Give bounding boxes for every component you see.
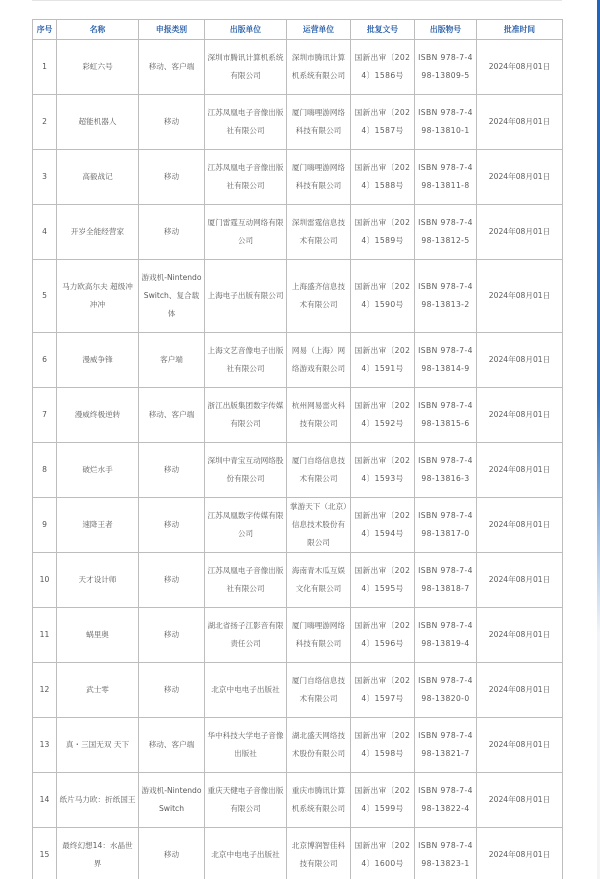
- cell-operator: 杭州网易雷火科技有限公司: [287, 388, 351, 443]
- cell-no: 14: [33, 773, 57, 828]
- cell-operator: 掌游天下（北京）信息技术股份有限公司: [287, 498, 351, 553]
- cell-date: 2024年08月01日: [477, 333, 563, 388]
- cell-name: 彩虹六号: [57, 40, 139, 95]
- cell-operator: 网易（上海）网络游戏有限公司: [287, 333, 351, 388]
- cell-name: 破烂水手: [57, 443, 139, 498]
- cell-isbn: ISBN 978-7-498-13811-8: [415, 150, 477, 205]
- cell-date: 2024年08月01日: [477, 608, 563, 663]
- cell-operator: 厦门嗨哩游网络科技有限公司: [287, 95, 351, 150]
- cell-no: 2: [33, 95, 57, 150]
- game-approval-table: [32, 19, 563, 879]
- table-row: [33, 443, 563, 498]
- cell-approval-no: 国新出审〔2024〕1596号: [351, 608, 415, 663]
- cell-isbn: ISBN 978-7-498-13817-0: [415, 498, 477, 553]
- cell-name: 开岁全能经营家: [57, 205, 139, 260]
- cell-isbn: ISBN 978-7-498-13822-4: [415, 773, 477, 828]
- cell-publisher: 江苏凤凰数字传媒有限公司: [205, 498, 287, 553]
- cell-publisher: 江苏凤凰电子音像出版社有限公司: [205, 95, 287, 150]
- cell-operator: 海南青木瓜互娱文化有限公司: [287, 553, 351, 608]
- cell-no: 3: [33, 150, 57, 205]
- cell-no: 1: [33, 40, 57, 95]
- cell-approval-no: 国新出审〔2024〕1600号: [351, 828, 415, 879]
- cell-name: 蜗里奥: [57, 608, 139, 663]
- header-isbn: 出版物号: [415, 20, 477, 40]
- cell-category: 移动: [139, 205, 205, 260]
- cell-no: 8: [33, 443, 57, 498]
- cell-approval-no: 国新出审〔2024〕1593号: [351, 443, 415, 498]
- cell-isbn: ISBN 978-7-498-13813-2: [415, 260, 477, 333]
- cell-approval-no: 国新出审〔2024〕1595号: [351, 553, 415, 608]
- table-row: [33, 663, 563, 718]
- cell-category: 移动: [139, 95, 205, 150]
- cell-date: 2024年08月01日: [477, 260, 563, 333]
- cell-operator: 北京博润智佳科技有限公司: [287, 828, 351, 879]
- cell-date: 2024年08月01日: [477, 95, 563, 150]
- cell-isbn: ISBN 978-7-498-13816-3: [415, 443, 477, 498]
- cell-category: 移动: [139, 498, 205, 553]
- cell-category: 移动: [139, 663, 205, 718]
- cell-category: 游戏机-Nintendo Switch、复合载体: [139, 260, 205, 333]
- cell-category: 移动、客户端: [139, 718, 205, 773]
- cell-date: 2024年08月01日: [477, 150, 563, 205]
- table-row: [33, 718, 563, 773]
- cell-operator: 厦门自络信息技术有限公司: [287, 443, 351, 498]
- cell-name: 纸片马力欧：折纸国王: [57, 773, 139, 828]
- cell-name: 天才设计师: [57, 553, 139, 608]
- cell-isbn: ISBN 978-7-498-13810-1: [415, 95, 477, 150]
- right-gutter: [563, 0, 597, 879]
- cell-category: 游戏机-Nintendo Switch: [139, 773, 205, 828]
- table-row: [33, 150, 563, 205]
- table-row: [33, 388, 563, 443]
- cell-no: 15: [33, 828, 57, 879]
- cell-date: 2024年08月01日: [477, 718, 563, 773]
- cell-operator: 深圳雷霆信息技术有限公司: [287, 205, 351, 260]
- cell-publisher: 浙江出版集团数字传媒有限公司: [205, 388, 287, 443]
- cell-name: 漫威终极逆转: [57, 388, 139, 443]
- cell-approval-no: 国新出审〔2024〕1594号: [351, 498, 415, 553]
- cell-operator: 厦门自络信息技术有限公司: [287, 663, 351, 718]
- cell-category: 移动: [139, 553, 205, 608]
- cell-operator: 上海盛齐信息技术有限公司: [287, 260, 351, 333]
- table-row: [33, 498, 563, 553]
- cell-isbn: ISBN 978-7-498-13809-5: [415, 40, 477, 95]
- header-category: 申报类别: [139, 20, 205, 40]
- cell-date: 2024年08月01日: [477, 773, 563, 828]
- cell-operator: 深圳市腾讯计算机系统有限公司: [287, 40, 351, 95]
- cell-publisher: 上海电子出版有限公司: [205, 260, 287, 333]
- cell-name: 真・三国无双 天下: [57, 718, 139, 773]
- cell-operator: 重庆市腾讯计算机系统有限公司: [287, 773, 351, 828]
- cell-isbn: ISBN 978-7-498-13819-4: [415, 608, 477, 663]
- cell-isbn: ISBN 978-7-498-13814-9: [415, 333, 477, 388]
- table-row: [33, 333, 563, 388]
- cell-approval-no: 国新出审〔2024〕1587号: [351, 95, 415, 150]
- cell-category: 移动、客户端: [139, 388, 205, 443]
- cell-no: 10: [33, 553, 57, 608]
- cell-category: 客户端: [139, 333, 205, 388]
- cell-name: 高毅战记: [57, 150, 139, 205]
- cell-no: 7: [33, 388, 57, 443]
- cell-category: 移动: [139, 608, 205, 663]
- cell-approval-no: 国新出审〔2024〕1599号: [351, 773, 415, 828]
- cell-date: 2024年08月01日: [477, 205, 563, 260]
- cell-name: 漫威争锋: [57, 333, 139, 388]
- cell-publisher: 重庆天健电子音像出版有限公司: [205, 773, 287, 828]
- cell-date: 2024年08月01日: [477, 498, 563, 553]
- cell-category: 移动: [139, 828, 205, 879]
- cell-no: 9: [33, 498, 57, 553]
- header-no: 序号: [33, 20, 57, 40]
- header-date: 批准时间: [477, 20, 563, 40]
- cell-name: 武士零: [57, 663, 139, 718]
- cell-publisher: 厦门雷霆互动网络有限公司: [205, 205, 287, 260]
- cell-publisher: 北京中电电子出版社: [205, 663, 287, 718]
- table-row: [33, 553, 563, 608]
- header-publisher: 出版单位: [205, 20, 287, 40]
- cell-publisher: 深圳中青宝互动网络股份有限公司: [205, 443, 287, 498]
- table-row: [33, 260, 563, 333]
- table-row: [33, 40, 563, 95]
- cell-no: 4: [33, 205, 57, 260]
- cell-category: 移动: [139, 443, 205, 498]
- top-divider: [32, 0, 562, 1]
- cell-date: 2024年08月01日: [477, 553, 563, 608]
- cell-publisher: 江苏凤凰电子音像出版社有限公司: [205, 553, 287, 608]
- cell-no: 5: [33, 260, 57, 333]
- cell-date: 2024年08月01日: [477, 663, 563, 718]
- cell-approval-no: 国新出审〔2024〕1597号: [351, 663, 415, 718]
- header-approval-no: 批复文号: [351, 20, 415, 40]
- cell-no: 13: [33, 718, 57, 773]
- table-row: [33, 205, 563, 260]
- table-row: [33, 828, 563, 879]
- cell-date: 2024年08月01日: [477, 388, 563, 443]
- cell-name: 速降王者: [57, 498, 139, 553]
- cell-isbn: ISBN 978-7-498-13823-1: [415, 828, 477, 879]
- cell-approval-no: 国新出审〔2024〕1590号: [351, 260, 415, 333]
- cell-name: 超能机器人: [57, 95, 139, 150]
- cell-operator: 厦门嗨哩游网络科技有限公司: [287, 150, 351, 205]
- cell-publisher: 深圳市腾讯计算机系统有限公司: [205, 40, 287, 95]
- header-operator: 运营单位: [287, 20, 351, 40]
- cell-no: 11: [33, 608, 57, 663]
- cell-isbn: ISBN 978-7-498-13820-0: [415, 663, 477, 718]
- cell-isbn: ISBN 978-7-498-13812-5: [415, 205, 477, 260]
- table-header-row: [33, 20, 563, 40]
- cell-operator: 厦门嗨哩游网络科技有限公司: [287, 608, 351, 663]
- header-name: 名称: [57, 20, 139, 40]
- table-body: [33, 40, 563, 879]
- cell-isbn: ISBN 978-7-498-13815-6: [415, 388, 477, 443]
- cell-category: 移动: [139, 150, 205, 205]
- cell-date: 2024年08月01日: [477, 443, 563, 498]
- cell-date: 2024年08月01日: [477, 40, 563, 95]
- cell-publisher: 上海文艺音像电子出版社有限公司: [205, 333, 287, 388]
- cell-no: 12: [33, 663, 57, 718]
- table-row: [33, 773, 563, 828]
- cell-isbn: ISBN 978-7-498-13818-7: [415, 553, 477, 608]
- cell-approval-no: 国新出审〔2024〕1592号: [351, 388, 415, 443]
- cell-approval-no: 国新出审〔2024〕1586号: [351, 40, 415, 95]
- cell-approval-no: 国新出审〔2024〕1591号: [351, 333, 415, 388]
- cell-operator: 湖北盛天网络技术股份有限公司: [287, 718, 351, 773]
- cell-name: 最终幻想14：水晶世界: [57, 828, 139, 879]
- cell-date: 2024年08月01日: [477, 828, 563, 879]
- cell-name: 马力欧高尔夫 超级冲冲冲: [57, 260, 139, 333]
- table-row: [33, 608, 563, 663]
- cell-approval-no: 国新出审〔2024〕1598号: [351, 718, 415, 773]
- cell-no: 6: [33, 333, 57, 388]
- cell-category: 移动、客户端: [139, 40, 205, 95]
- cell-publisher: 北京中电电子出版社: [205, 828, 287, 879]
- cell-approval-no: 国新出审〔2024〕1588号: [351, 150, 415, 205]
- table-row: [33, 95, 563, 150]
- cell-publisher: 华中科技大学电子音像出版社: [205, 718, 287, 773]
- cell-approval-no: 国新出审〔2024〕1589号: [351, 205, 415, 260]
- cell-isbn: ISBN 978-7-498-13821-7: [415, 718, 477, 773]
- cell-publisher: 江苏凤凰电子音像出版社有限公司: [205, 150, 287, 205]
- cell-publisher: 湖北省扬子江影音有限责任公司: [205, 608, 287, 663]
